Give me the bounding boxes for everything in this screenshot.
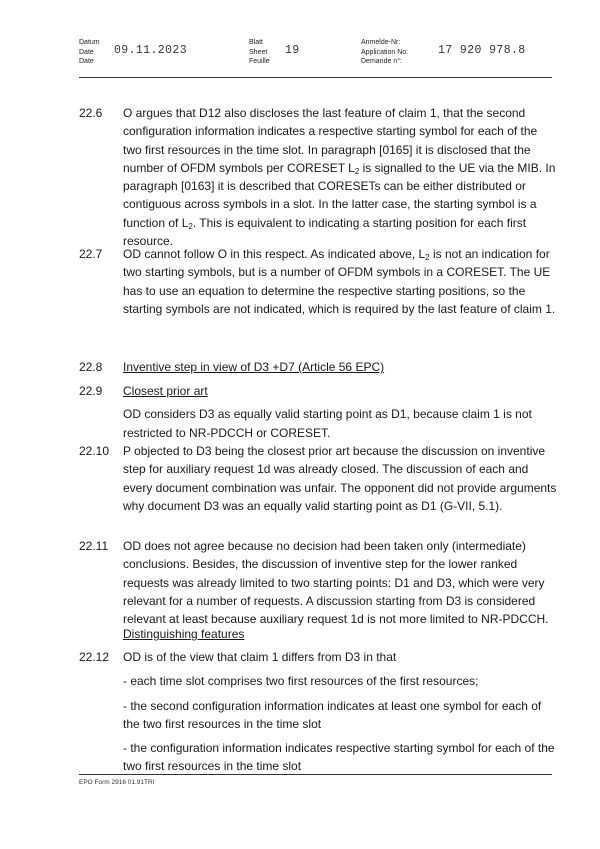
form-number: EPO Form 2916 01.91TRI — [79, 779, 155, 786]
application-number-value: 17 920 978.8 — [438, 44, 526, 57]
paragraph-text: OD considers D3 as equally valid starting point as D1, because claim 1 is not restricted to NR-PDCCH or CORESET. — [123, 407, 532, 440]
paragraph-22-6 — [79, 104, 557, 250]
list-item: - the second configuration information indicates at least one symbol for each of the two first resources in the time slot — [123, 698, 542, 731]
sheet-label: Blatt Sheet Feuille — [249, 39, 270, 65]
paragraph-22-8 — [79, 358, 557, 376]
section-heading: Inventive step in view of D3 +D7 (Article 56 EPC) — [123, 360, 385, 374]
paragraph-22-11 — [79, 537, 557, 628]
paragraph-22-10 — [79, 442, 557, 515]
sheet-value: 19 — [285, 44, 300, 57]
application-number-label: Anmelde-Nr: Application No: Demande n°: — [361, 39, 409, 65]
paragraph-number: 22.10 — [79, 444, 110, 458]
distinguishing-features-heading — [79, 625, 557, 643]
paragraph-number: 22.8 — [79, 360, 103, 374]
list-item: - each time slot comprises two first resources of the first resources; — [123, 674, 479, 689]
paragraph-number: 22.9 — [79, 384, 103, 398]
paragraph-number: 22.6 — [79, 106, 103, 120]
paragraph-number: 22.12 — [79, 650, 110, 664]
paragraph-22-9 — [79, 382, 557, 442]
paragraph-number: 22.11 — [79, 539, 109, 553]
paragraph-text: OD cannot follow O in this respect. As indicated above, $L_2$ is not an indication for two starting symbols, but is a number of OFDM symbols in a CORESET. The UE has to use an equation to determine the respective starting positions, so the starting symbols are not indicated, which is required by the last feature of claim 1. — [123, 247, 556, 316]
subsection-heading: Closest prior art — [123, 384, 208, 398]
paragraph-number: 22.7 — [79, 247, 103, 261]
paragraph-text: OD does not agree because no decision had been taken only (intermediate) conclusions. Besides, the discussion of inventive step for the lower ranked requests was already limited to two starting points: D1 and D3, which were very relevant for a number of requests. A discussion starting from D3 is considered relevant at least because auxiliary request 1d is not more limited to NR-PDCCH. — [123, 539, 549, 627]
header-rule — [79, 77, 552, 78]
subsection-heading: Distinguishing features — [123, 627, 245, 641]
paragraph-text: O argues that D12 also discloses the last feature of claim 1, that the second configuration information indicates a respective starting symbol for each of the two first resources in the time slot. In paragraph [0165] it is disclosed that the number of OFDM symbols per CORESET $L_2$ is signalled to the UE via the MIB. In paragraph [0163] it is described that CORESETs can be either distributed or contiguous across symbols in a slot. In the latter case, the starting symbol is a function of $L_2$. This is equivalent to indicating a starting position for each first resource. — [123, 106, 556, 249]
paragraph-text: P objected to D3 being the closest prior art because the discussion on inventive step for auxiliary request 1d was already closed. The discussion of each and every document combination was unfair. The opponent did not provide arguments why document D3 was an equally valid starting point as D1 (G-VII, 5.1). — [123, 444, 557, 513]
date-label: Datum Date Date — [79, 39, 100, 65]
date-value: 09.11.2023 — [114, 44, 188, 57]
paragraph-22-12 — [79, 648, 557, 776]
paragraph-text: OD is of the view that claim 1 differs from D3 in that — [123, 650, 397, 664]
paragraph-22-7 — [79, 245, 557, 318]
list-item: - the configuration information indicates respective starting symbol for each of the two first resources in the time slot — [123, 741, 555, 774]
footer-rule — [79, 774, 552, 775]
